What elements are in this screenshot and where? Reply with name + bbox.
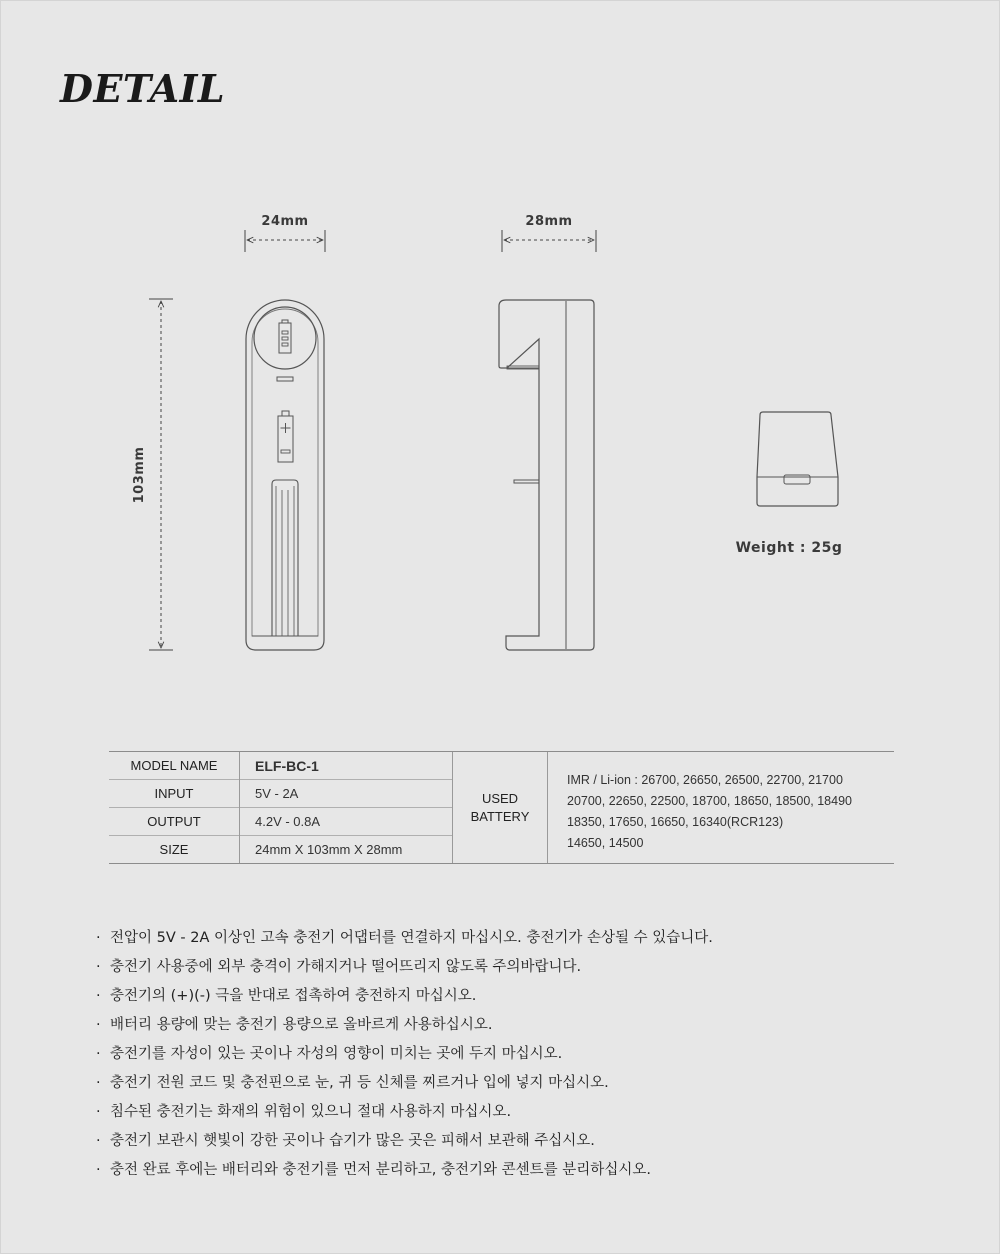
front-width-dimension	[245, 214, 325, 252]
charger-side-view	[499, 300, 594, 650]
caution-list	[96, 924, 713, 1185]
spec-value: 24mm X 103mm X 28mm	[255, 842, 403, 857]
spec-table	[109, 751, 894, 864]
used-battery-line: BATTERY	[470, 808, 530, 824]
battery-list	[567, 770, 887, 854]
used-battery-label	[453, 752, 547, 863]
spec-value: ELF-BC-1	[255, 757, 319, 774]
front-width-label: 24mm	[261, 214, 309, 229]
caution-item: · 충전기의 (+)(-) 극을 반대로 접촉하여 충전하지 마십시오.	[96, 988, 477, 1004]
caution-item: · 충전 완료 후에는 배터리와 충전기를 먼저 분리하고, 충전기와 콘센트를 분리하십시오.	[96, 1162, 651, 1178]
adapter-view	[736, 412, 843, 556]
caution-item: · 전압이 5V - 2A 이상인 고속 충전기 어댑터를 연결하지 마십시오. 충전기가 손상될 수 있습니다.	[96, 930, 713, 946]
page-title: DETAIL	[60, 66, 226, 111]
used-battery-line: USED	[481, 790, 519, 806]
column-divider	[547, 752, 548, 863]
charger-front-view	[246, 300, 324, 650]
side-width-label: 28mm	[525, 214, 573, 229]
caution-item: · 침수된 충전기는 화재의 위험이 있으니 절대 사용하지 마십시오.	[96, 1104, 512, 1120]
spec-label: OUTPUT	[147, 814, 201, 829]
caution-item: · 충전기 사용중에 외부 충격이 가해지거나 떨어뜨리지 않도록 주의바랍니다.	[96, 959, 582, 975]
spec-row-output	[109, 808, 452, 835]
caution-item: · 배터리 용량에 맞는 충전기 용량으로 올바르게 사용하십시오.	[96, 1017, 493, 1033]
battery-line: 18350, 17650, 16650, 16340(RCR123)	[567, 815, 784, 829]
height-dimension	[132, 299, 173, 650]
spec-row-model	[109, 752, 452, 779]
column-divider	[239, 752, 240, 863]
battery-line: 14650, 14500	[567, 836, 644, 850]
caution-item: · 충전기 전원 코드 및 충전핀으로 눈, 귀 등 신체를 찌르거나 입에 넣지 마십시오.	[96, 1075, 609, 1091]
spec-label: MODEL NAME	[130, 758, 218, 773]
caution-item: · 충전기 보관시 햇빛이 강한 곳이나 습기가 많은 곳은 피해서 보관해 주십시오.	[96, 1133, 595, 1149]
battery-line: IMR / Li-ion : 26700, 26650, 26500, 22700, 21700	[567, 773, 843, 787]
spec-value: 4.2V - 0.8A	[255, 814, 321, 829]
weight-label: Weight : 25g	[735, 540, 843, 556]
height-label: 103mm	[132, 446, 147, 504]
spec-label: INPUT	[154, 786, 194, 801]
spec-row-size	[109, 836, 452, 863]
battery-line: 20700, 22650, 22500, 18700, 18650, 18500, 18490	[567, 794, 852, 808]
spec-value: 5V - 2A	[255, 786, 299, 801]
side-width-dimension	[502, 214, 596, 252]
spec-row-input	[109, 780, 452, 807]
caution-item: · 충전기를 자성이 있는 곳이나 자성의 영향이 미치는 곳에 두지 마십시오.	[96, 1046, 563, 1062]
spec-label: SIZE	[159, 842, 189, 857]
